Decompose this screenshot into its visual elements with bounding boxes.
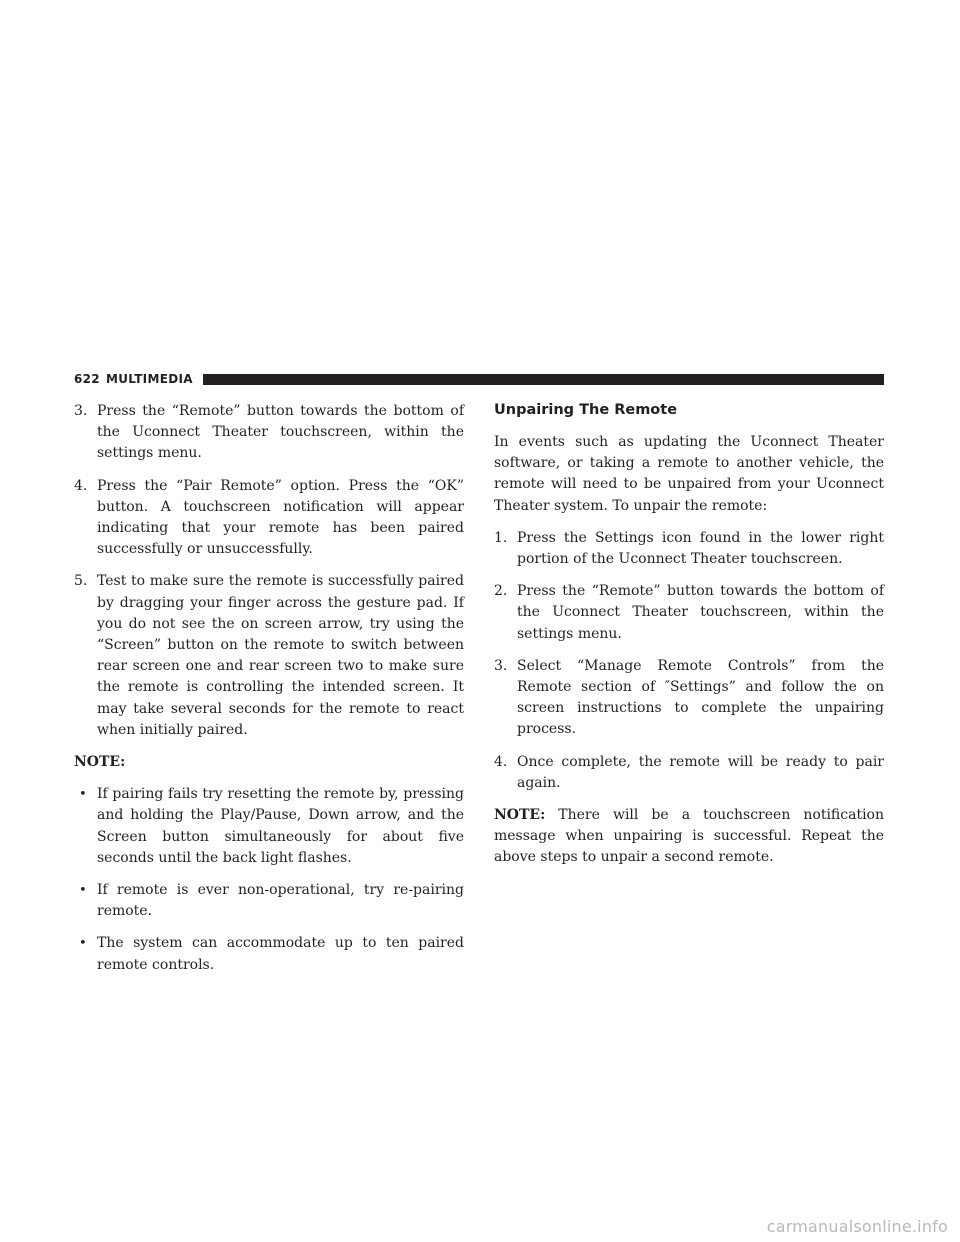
note-text: There will be a touchscreen notification message when unpairing is successful. Repeat the above steps to unpair a second remote. (494, 807, 884, 866)
step-item (74, 401, 464, 465)
bullet-item (74, 933, 464, 975)
step-item (74, 476, 464, 561)
step-number: 2. (494, 583, 508, 600)
step-text: Press the “Pair Remote” option. Press the “OK” button. A touchscreen notification will appear indicating that your remote has been paired successfully or unsuccessfully. (97, 477, 464, 558)
bullet-dot: • (79, 936, 87, 952)
step-number: 3. (74, 403, 88, 419)
step-item (494, 752, 884, 794)
step-text: Test to make sure the remote is successfully paired by dragging your finger across the gesture pad. If you do not see the on screen arrow, try using the “Screen” button on the remote to switch between rear screen one and rear screen two to make sure the remote is controlling the intended screen. It may take several seconds for the remote to react when initially paired. (97, 573, 464, 738)
note-label: NOTE: (494, 807, 546, 824)
section-heading: Unpairing The Remote (494, 402, 678, 418)
step-number: 5. (74, 573, 88, 590)
step-item (74, 571, 464, 741)
step-text: Press the Settings icon found in the lower right portion of the Uconnect Theater touchscreen. (517, 529, 884, 568)
page-number: 622 (74, 372, 100, 386)
bullet-text: If pairing fails try resetting the remote by, pressing and holding the Play/Pause, Down arrow, and the Screen button simultaneously for about five seconds until the back light flashes. (97, 786, 464, 866)
bullet-dot: • (79, 787, 87, 803)
bullet-item (74, 784, 464, 869)
step-number: 4. (74, 477, 88, 494)
step-text: Press the “Remote” button towards the bottom of the Uconnect Theater touchscreen, within the settings menu. (97, 403, 464, 462)
bullet-text: The system can accommodate up to ten paired remote controls. (97, 935, 464, 973)
step-text: Once complete, the remote will be ready to pair again. (517, 753, 884, 791)
step-item (494, 528, 884, 570)
section-title: MULTIMEDIA (105, 372, 193, 386)
bullet-item (74, 880, 464, 922)
right-column (494, 401, 884, 880)
bullet-dot: • (79, 883, 87, 899)
left-column (74, 401, 464, 987)
watermark: carmanualsonline.info (766, 1217, 948, 1236)
step-number: 3. (494, 657, 508, 674)
page-header (74, 371, 884, 387)
intro-paragraph: In events such as updating the Uconnect Theater software, or taking a remote to another vehicle, the remote will need to be unpaired from your Uconnect Theater system. To unpair the remote: (494, 434, 884, 514)
header-rule (203, 374, 884, 385)
note-label: NOTE: (74, 754, 126, 771)
step-text: Press the “Remote” button towards the bottom of the Uconnect Theater touchscreen, within the settings menu. (517, 583, 884, 642)
step-number: 1. (494, 529, 508, 546)
step-text: Select “Manage Remote Controls” from the Remote section of ″Settings” and follow the on screen instructions to complete the unpairing process. (517, 657, 884, 738)
note-paragraph (494, 805, 884, 869)
step-item (494, 581, 884, 645)
bullet-text: If remote is ever non-operational, try re-pairing remote. (97, 882, 464, 920)
step-number: 4. (494, 753, 508, 770)
step-item (494, 656, 884, 741)
